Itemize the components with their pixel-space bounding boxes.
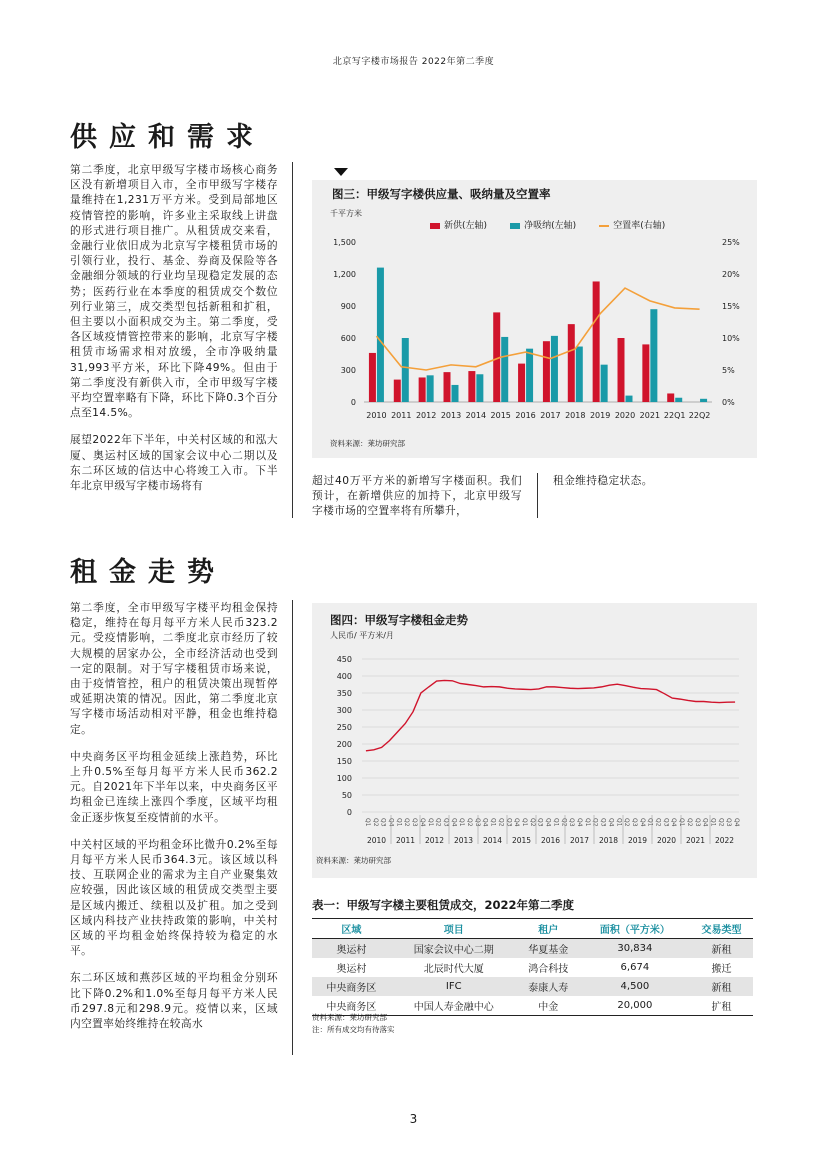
table-cell: 奥运村: [336, 964, 367, 975]
y2-tick-label: 25%: [722, 238, 740, 247]
y-tick-label: 900: [340, 302, 356, 311]
y-tick-label: 600: [340, 334, 356, 343]
quarter-tick-label: Q4: [733, 818, 741, 827]
table-cell: 奥运村: [312, 939, 391, 959]
year-label: 2012: [424, 836, 445, 845]
quarter-tick-label: Q4: [544, 818, 552, 827]
quarter-tick-label: Q3: [473, 818, 481, 827]
y-tick-label: 0: [350, 398, 356, 407]
absorption-bar: [452, 385, 459, 402]
rent-line: [366, 680, 735, 750]
y2-tick-label: 0%: [722, 398, 735, 407]
quarter-tick-label: Q4: [513, 818, 521, 827]
x-tick-label: 2018: [565, 411, 586, 420]
absorption-bar: [551, 336, 558, 402]
column-header: 区域: [312, 919, 391, 939]
legend-label: 新供(左轴): [444, 221, 488, 231]
section2-paragraph: 东二环区域和燕莎区域的平均租金分别环比下降0.2%和1.0%至每月每平方米人民币297.8元和298.9元。疫情以来，区域内空置率始终维持在较高水: [70, 971, 278, 1031]
y-tick-label: 200: [336, 740, 352, 749]
quarter-tick-label: Q2: [528, 818, 536, 827]
y-tick-label: 100: [336, 774, 352, 783]
table-cell: 扩租: [690, 996, 753, 1016]
absorption-bar: [501, 337, 508, 402]
quarter-tick-label: Q2: [685, 818, 693, 827]
quarter-tick-label: Q2: [466, 818, 474, 827]
absorption-bar: [650, 309, 657, 402]
quarter-tick-label: Q4: [575, 818, 583, 827]
quarter-tick-label: Q2: [560, 818, 568, 827]
absorption-bar: [402, 338, 409, 402]
supply-bar: [593, 281, 600, 402]
y-tick-label: 300: [336, 706, 352, 715]
supply-bar: [543, 341, 550, 402]
y-tick-label: 450: [336, 655, 352, 664]
quarter-tick-label: Q3: [411, 818, 419, 827]
column-header: 项目: [391, 919, 517, 939]
y2-tick-label: 5%: [722, 366, 735, 375]
table1-container: [312, 918, 753, 1016]
section1-continued-2: 租金维持稳定状态。: [553, 474, 653, 487]
figure3-source: 资料来源：莱坊研究部: [330, 439, 405, 448]
x-tick-label: 2020: [614, 411, 636, 420]
x-tick-label: 22Q1: [663, 411, 686, 420]
column-header: 面积（平方米）: [580, 919, 690, 939]
column-divider: [292, 162, 293, 518]
table-cell: 4,500: [580, 977, 690, 996]
table-cell: 6,674: [620, 962, 650, 973]
quarter-tick-label: Q4: [481, 818, 489, 827]
quarter-tick-label: Q2: [434, 818, 442, 827]
absorption-bar: [700, 399, 707, 402]
section2-text: [70, 600, 278, 1043]
supply-bar: [444, 372, 451, 402]
x-tick-label: 2015: [490, 411, 511, 420]
table-cell: 搬迁: [711, 964, 732, 975]
page-number: 3: [409, 1112, 418, 1126]
supply-bar: [468, 371, 475, 402]
table-cell: 中央商务区: [312, 977, 391, 996]
quarter-tick-label: Q3: [725, 818, 733, 827]
y-tick-label: 150: [336, 757, 352, 766]
x-tick-label: 2014: [465, 411, 487, 420]
y-tick-label: 1,500: [333, 238, 356, 247]
section1-continued: 超过40万平方米的新增写字楼面积。我们预计，在新增供应的加持下，北京甲级写字楼市场的空置率将有所攀升，: [312, 474, 522, 518]
quarter-tick-label: Q1: [395, 818, 403, 827]
quarter-tick-label: Q2: [654, 818, 662, 827]
quarter-tick-label: Q1: [678, 818, 686, 827]
figure3-panel: [312, 180, 757, 458]
figure4-source: 资料来源：莱坊研究部: [316, 856, 391, 865]
quarter-tick-label: Q3: [442, 818, 450, 827]
quarter-tick-label: Q1: [426, 818, 434, 827]
quarter-tick-label: Q4: [450, 818, 458, 827]
quarter-tick-label: Q1: [552, 818, 560, 827]
year-label: 2011: [395, 836, 416, 845]
section1-paragraph: 展望2022年下半年，中关村区域的和泓大厦、奥运村区域的国家会议中心二期以及东二环区域的信达中心将竣工入市。下半年北京甲级写字楼市场将有: [70, 433, 278, 493]
quarter-tick-label: Q2: [403, 818, 411, 827]
quarter-tick-label: Q1: [646, 818, 654, 827]
table-cell: 华夏基金: [517, 939, 580, 959]
table-cell: 30,834: [580, 939, 690, 959]
supply-bar: [394, 380, 401, 402]
y-tick-label: 400: [336, 672, 352, 681]
y-tick-label: 350: [336, 689, 352, 698]
quarter-tick-label: Q1: [583, 818, 591, 827]
figure4-panel: [312, 603, 757, 878]
absorption-bar: [675, 398, 682, 402]
absorption-bar: [526, 349, 533, 402]
legend-label: 净吸纳(左轴): [524, 221, 577, 231]
column-divider: [292, 600, 293, 1055]
supply-bar: [419, 377, 426, 402]
quarter-tick-label: Q2: [497, 818, 505, 827]
x-tick-label: 2012: [415, 411, 437, 420]
quarter-tick-label: Q1: [458, 818, 466, 827]
absorption-bar: [476, 374, 483, 402]
figure4-unit: 人民币/ 平方米/月: [330, 631, 394, 640]
supply-bar: [369, 353, 376, 402]
quarter-tick-label: Q1: [489, 818, 497, 827]
legend-swatch-icon: [430, 223, 440, 229]
y2-tick-label: 15%: [722, 302, 740, 311]
absorption-bar: [427, 375, 434, 402]
quarter-tick-label: Q3: [662, 818, 670, 827]
x-tick-label: 2021: [639, 411, 661, 420]
x-tick-label: 2016: [515, 411, 536, 420]
table-row: [312, 958, 753, 977]
section-title-supply-demand: 供应和需求: [70, 122, 265, 153]
quarter-tick-label: Q1: [521, 818, 529, 827]
table1-title: 表一：甲级写字楼主要租赁成交，2022年第二季度: [312, 898, 575, 912]
quarter-tick-label: Q4: [387, 818, 395, 827]
x-tick-label: 2017: [540, 411, 561, 420]
table1-note: 注：所有成交均有待落实: [312, 1025, 395, 1034]
column-header: 租户: [517, 919, 580, 939]
absorption-bar: [377, 268, 384, 402]
quarter-tick-label: Q2: [717, 818, 725, 827]
quarter-tick-label: Q4: [607, 818, 615, 827]
column-header: 交易类型: [690, 919, 753, 939]
lease-table: [312, 918, 753, 1016]
section2-paragraph: 第二季度，全市甲级写字楼平均租金保持稳定，维持在每月每平方米人民币323.2元。受疫情影响，二季度北京市经历了较大规模的居家办公，全市经济活动也受到一定的限制。对于写字楼租赁市场来说，由于疫情管控，租户的租赁决策出现暂停或延期决策的情况。因此，第二季度北京写字楼市场活动相对平静，租金也维持稳定。: [70, 601, 278, 736]
section1-text: [70, 162, 278, 505]
x-tick-label: 2019: [589, 411, 611, 420]
year-label: 2017: [569, 836, 590, 845]
quarter-tick-label: Q4: [670, 818, 678, 827]
year-label: 2010: [366, 836, 387, 845]
section1-paragraph: 第二季度，北京甲级写字楼市场核心商务区没有新增项目入市，全市甲级写字楼存量维持在1,231万平方米。受到局部地区疫情管控的影响，许多业主采取线上讲盘的形式进行项目推广。从租赁成交来看，金融行业依旧成为北京写字楼租赁市场的引领行业，投行、基金、券商及保险等各金融细分领域的行业均呈现稳定发展的态势；医药行业在本季度的租赁成交个数位列行业第三，成交类型包括新租和扩租，但主要以小面积成交为主。第二季度，受各区域疫情管控带来的影响，北京写字楼租赁市场需求相对放缓，全市净吸纳量31,993平方米，环比下降49%。但由于第二季度没有新供入市，全市甲级写字楼平均空置率略有下降，环比下降0.3个百分点至14.5%。: [70, 163, 278, 420]
year-label: 2022: [714, 836, 735, 845]
year-label: 2019: [627, 836, 648, 845]
supply-bar: [568, 324, 575, 402]
figure3-unit: 千平方米: [330, 209, 362, 218]
supply-bar: [667, 393, 674, 402]
table-header-row: [312, 919, 753, 939]
absorption-bar: [601, 365, 608, 402]
year-label: 2013: [453, 836, 474, 845]
quarter-tick-label: Q3: [568, 818, 576, 827]
absorption-bar: [576, 347, 583, 402]
quarter-tick-label: Q1: [615, 818, 623, 827]
table-row: [312, 977, 753, 996]
y-tick-label: 50: [341, 791, 352, 800]
quarter-tick-label: Q4: [418, 818, 426, 827]
quarter-tick-label: Q4: [638, 818, 646, 827]
table-cell: 北辰时代大厦: [423, 964, 484, 975]
report-header: 北京写字楼市场报告 2022年第二季度: [332, 57, 495, 67]
table-cell: 鸿合科技: [528, 964, 569, 975]
quarter-tick-label: Q3: [630, 818, 638, 827]
y2-tick-label: 20%: [722, 270, 740, 279]
absorption-bar: [626, 396, 633, 402]
section2-paragraph: 中央商务区平均租金延续上涨趋势，环比上升0.5%至每月每平方米人民币362.2元。自2021年下半年以来，中央商务区平均租金已连续上涨四个季度，区域平均租金正逐步恢复至疫情前的水平。: [70, 749, 278, 824]
quarter-tick-label: Q2: [371, 818, 379, 827]
supply-bar: [518, 364, 525, 402]
figure3-chart: [312, 230, 757, 430]
section2-paragraph: 中关村区域的平均租金环比微升0.2%至每月每平方米人民币364.3元。该区域以科技、互联网企业的需求为主自产业聚集效应较强，因此该区域的租赁成交类型主要是区域内搬迁、续租以及扩租。加之受到区域内科技产业扶持政策的影响，中关村区域的平均租金始终保持较为稳定的水平。: [70, 837, 278, 958]
y-tick-label: 250: [336, 723, 352, 732]
table-row: [312, 939, 753, 959]
legend-line-icon: [599, 225, 609, 227]
figure4-chart: [312, 643, 757, 858]
table-cell: 中金: [517, 996, 580, 1016]
x-tick-label: 2013: [440, 411, 462, 420]
quarter-tick-label: Q3: [599, 818, 607, 827]
y-tick-label: 1,200: [333, 270, 356, 279]
figure-marker-icon: [334, 168, 348, 176]
table1-source: 资料来源：莱坊研究部: [312, 1013, 387, 1022]
table-cell: 中央商务区: [312, 996, 391, 1016]
quarter-tick-label: Q2: [623, 818, 631, 827]
year-label: 2018: [598, 836, 619, 845]
year-label: 2021: [685, 836, 706, 845]
table-cell: 新租: [690, 939, 753, 959]
year-label: 2020: [656, 836, 677, 845]
figure3-title: 图三：甲级写字楼供应量、吸纳量及空置率: [332, 187, 551, 201]
figure4-title: 图四：甲级写字楼租金走势: [330, 613, 468, 627]
quarter-tick-label: Q1: [363, 818, 371, 827]
year-label: 2015: [511, 836, 532, 845]
y-tick-label: 300: [340, 366, 356, 375]
supply-bar: [642, 344, 649, 402]
table-cell: 泰康人寿: [517, 977, 580, 996]
supply-bar: [618, 338, 625, 402]
legend-swatch-icon: [510, 223, 520, 229]
quarter-tick-label: Q2: [591, 818, 599, 827]
table-cell: 新租: [690, 977, 753, 996]
quarter-tick-label: Q3: [536, 818, 544, 827]
column-divider: [537, 473, 538, 518]
quarter-tick-label: Q3: [505, 818, 513, 827]
year-label: 2014: [482, 836, 503, 845]
section-title-rent-trend: 租金走势: [70, 557, 226, 588]
table-cell: 20,000: [580, 996, 690, 1016]
table-cell: IFC: [391, 977, 517, 996]
x-tick-label: 22Q2: [688, 411, 711, 420]
x-tick-label: 2010: [366, 411, 387, 420]
y2-tick-label: 10%: [722, 334, 740, 343]
quarter-tick-label: Q4: [701, 818, 709, 827]
table-cell: 国家会议中心二期: [391, 939, 517, 959]
quarter-tick-label: Q3: [693, 818, 701, 827]
x-tick-label: 2011: [391, 411, 412, 420]
legend-label: 空置率(右轴): [613, 221, 666, 231]
quarter-tick-label: Q1: [709, 818, 717, 827]
table-cell: 中国人寿金融中心: [391, 996, 517, 1016]
y-tick-label: 0: [346, 808, 352, 817]
quarter-tick-label: Q3: [379, 818, 387, 827]
year-label: 2016: [540, 836, 561, 845]
